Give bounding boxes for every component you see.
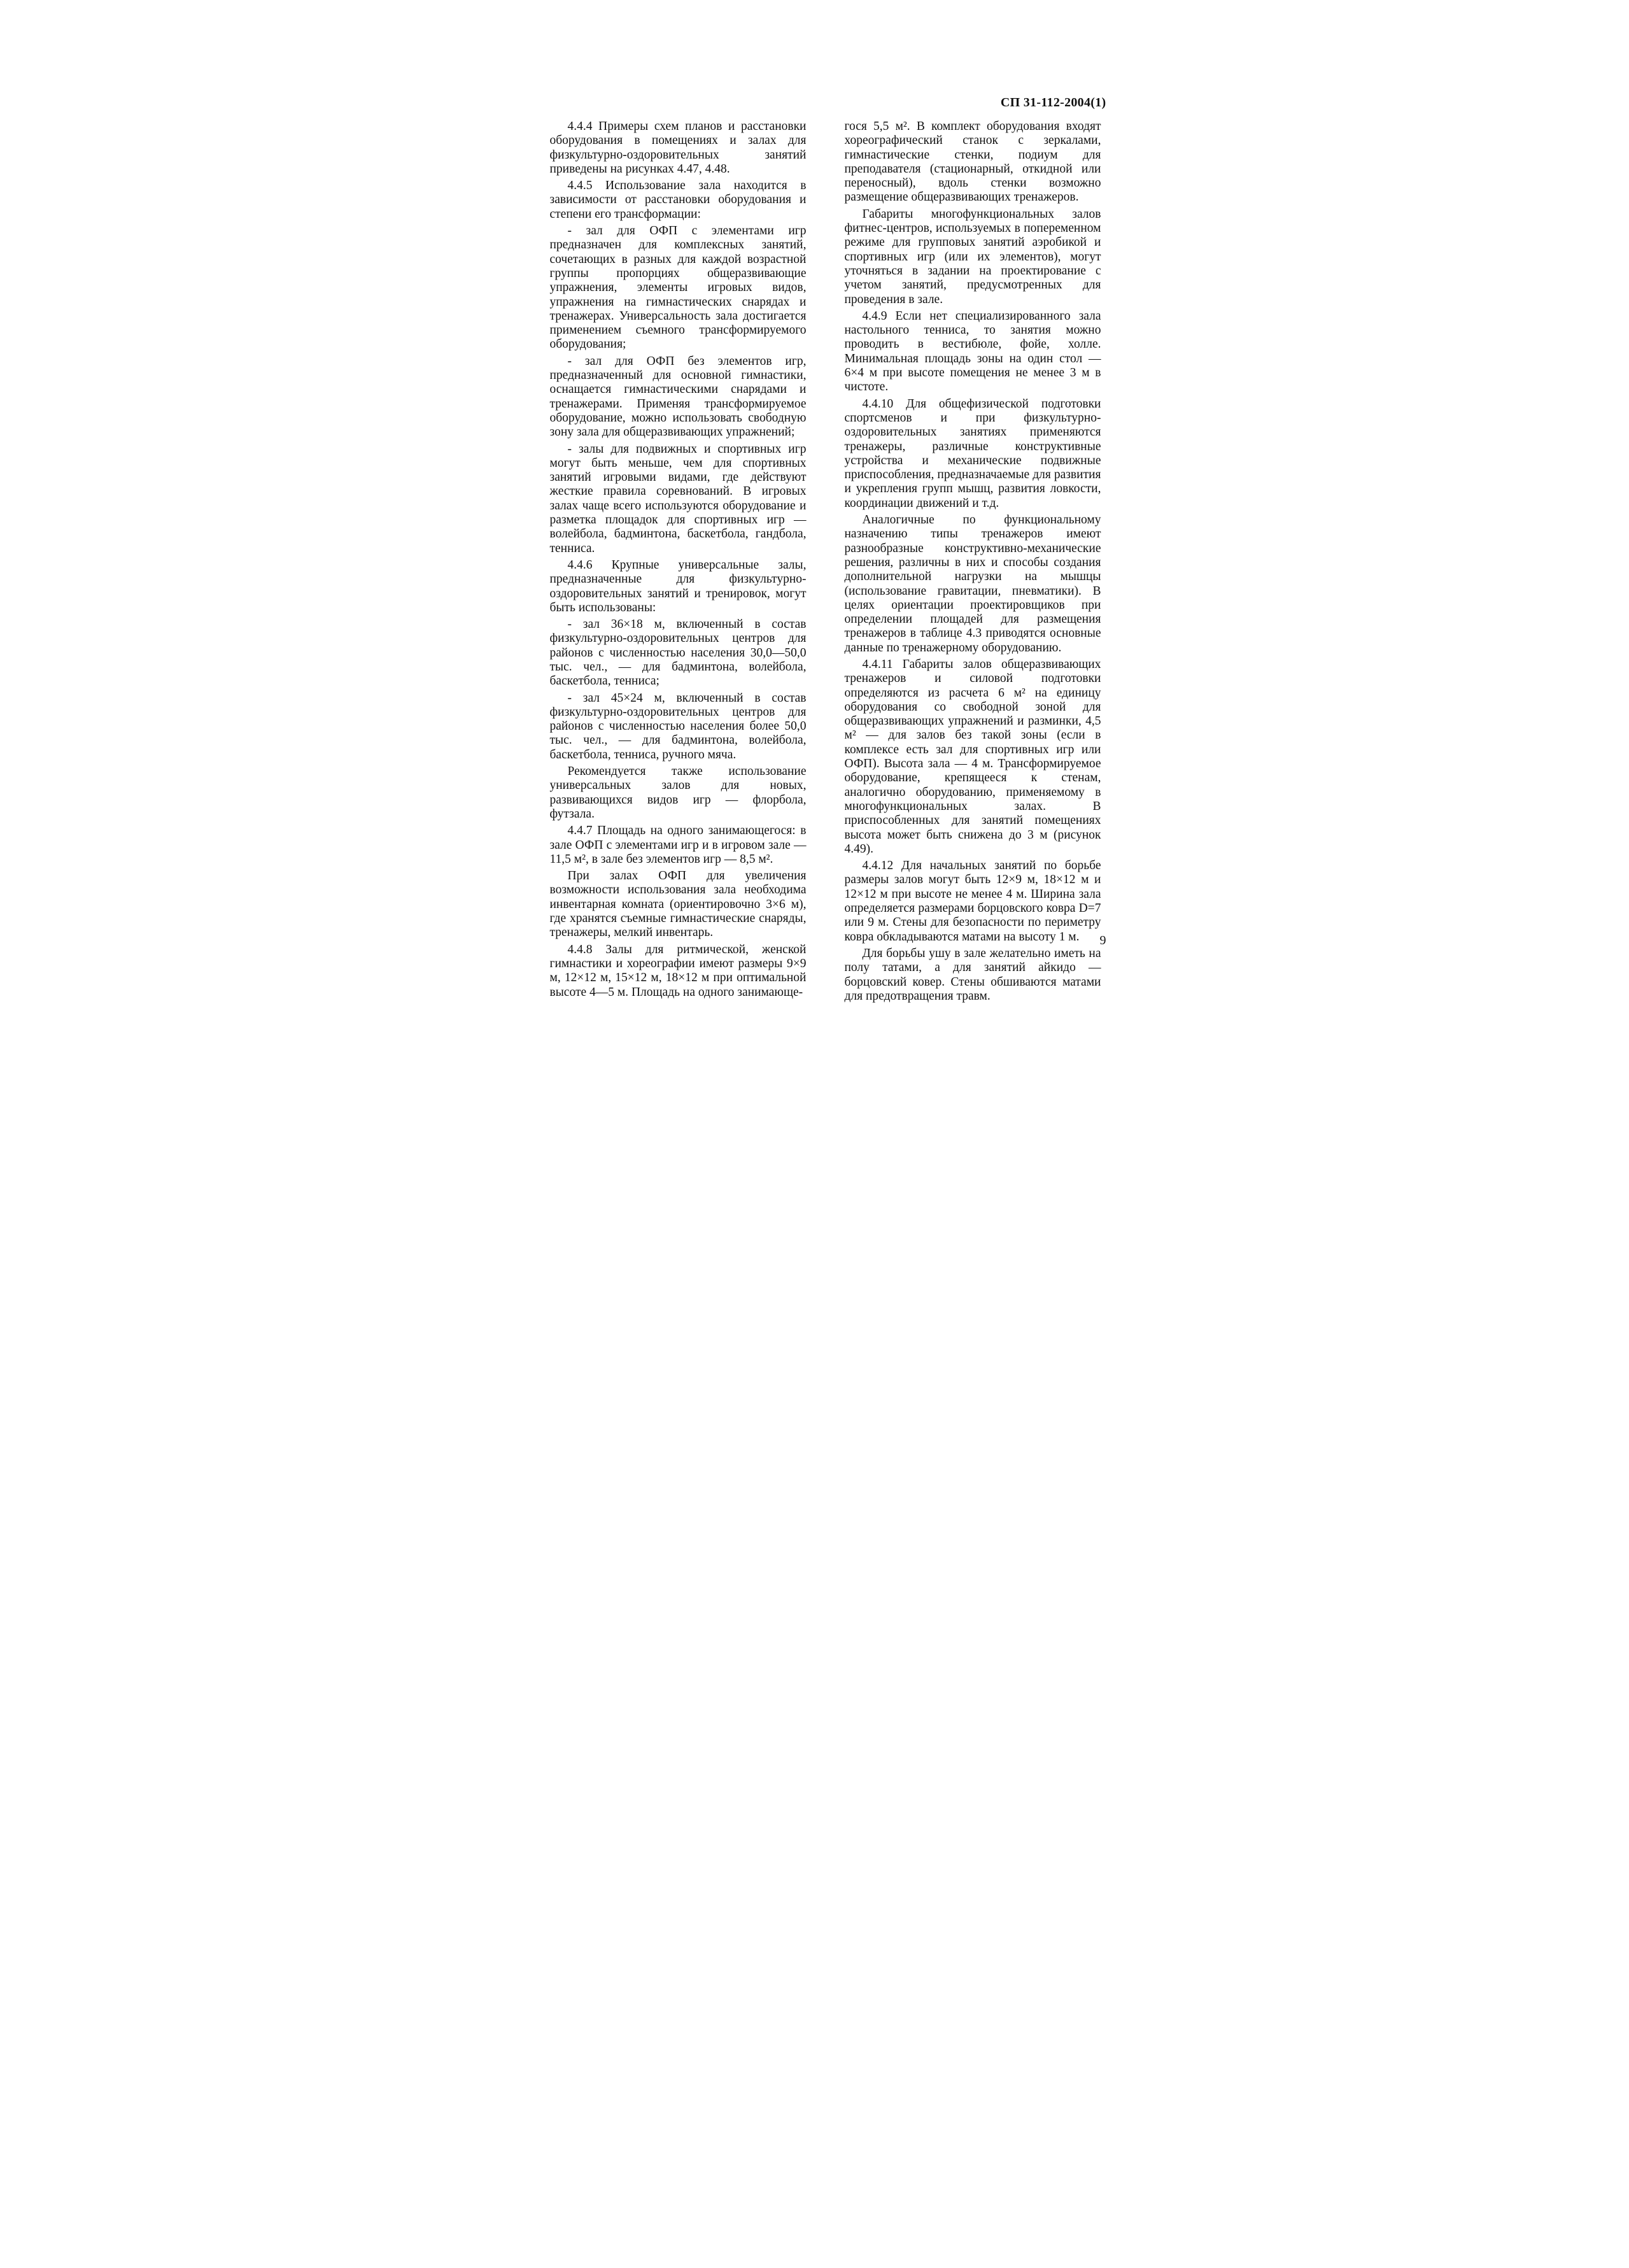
document-page — [449, 0, 1180, 1019]
list-item-hall-36x18: - зал 36×18 м, включенный в состав физкультурно-оздоровительных центров для районов с численностью населения 30,0—50,0 тыс. чел., — для бадминтона, волейбола, баскетбола, тенниса; — [549, 618, 807, 688]
paragraph-4-4-11: 4.4.11 Габариты залов общеразвивающих тренажеров и силовой подготовки определяются из расчета 6 м² на единицу оборудования со свободной зоной для общеразвивающих упражнений и разминки, 4,5 м² — для залов без такой зоны (если в комплексе есть зал для спортивных игр или ОФП). Высота зала — 4 м. Трансформируемое оборудование, крепящееся к стенам, аналогично оборудованию, применяемому в многофункциональных залах. В приспособленных для занятий помещениях высота может быть снижена до 3 м (рисунок 4.49). — [844, 657, 1101, 856]
paragraph-4-4-9: 4.4.9 Если нет специализированного зала настольного тенниса, то занятия можно проводить в вестибюле, фойе, холле. Минимальная площадь зоны на один стол — 6×4 м при высоте помещения не менее 3 м в чистоте. — [844, 309, 1101, 394]
paragraph-inventory-room: При залах ОФП для увеличения возможности использования зала необходима инвентарная комната (ориентировочно 3×6 м), где хранятся съемные гимнастические снаряды, тренажеры, мелкий инвентарь. — [549, 869, 807, 940]
document-code: СП 31-112-2004(1) — [1000, 96, 1106, 110]
paragraph-trainer-types: Аналогичные по функциональному назначению типы тренажеров имеют разнообразные конструктивно-механические решения, различны в них и способы создания дополнительной нагрузки на мышцы (использование гравитации, пневматики). В целях ориентации проектировщиков при определении площадей для размещения тренажеров в таблице 4.3 приводятся основные данные по тренажерному оборудованию. — [844, 513, 1101, 655]
list-item-hall-45x24: - зал 45×24 м, включенный в состав физкультурно-оздоровительных центров для районов с численностью населения более 50,0 тыс. чел., — для бадминтона, волейбола, баскетбола, тенниса, ручного мяча. — [549, 691, 807, 762]
right-column — [845, 120, 1101, 1006]
list-item-ofp-without-games: - зал для ОФП без элементов игр, предназначенный для основной гимнастики, оснащается гимнастическими снарядами и тренажерами. Применяя трансформируемое оборудование, можно использовать свободную зону зала для общеразвивающих упражнений; — [549, 354, 807, 439]
paragraph-4-4-8: 4.4.8 Залы для ритмической, женской гимнастики и хореографии имеют размеры 9×9 м, 12×12 м, 15×12 м, 18×12 м при оптимальной высоте 4—5 м. Площадь на одного занимающе- — [549, 942, 807, 999]
page-number: 9 — [1099, 933, 1106, 947]
paragraph-4-4-4: 4.4.4 Примеры схем планов и расстановки оборудования в помещениях и залах для физкультурно-оздоровительных занятий приведены на рисунках 4.47, 4.48. — [549, 120, 807, 176]
list-item-ofp-with-games: - зал для ОФП с элементами игр предназначен для комплексных занятий, сочетающих в разных для каждой возрастной группы пропорциях общеразвивающие упражнения, элементы игровых видов, упражнения на гимнастических снарядах и тренажерах. Универсальность зала достигается применением съемного трансформируемого оборудования; — [549, 224, 807, 351]
left-column — [550, 120, 807, 1002]
paragraph-4-4-8-continued: гося 5,5 м². В комплект оборудования входят хореографический станок с зеркалами, гимнастические стенки, подиум для преподавателя (стационарный, откидной или переносный), вдоль стенки возможно размещение общеразвивающих тренажеров. — [844, 120, 1101, 204]
paragraph-4-4-6: 4.4.6 Крупные универсальные залы, предназначенные для физкультурно-оздоровительных занятий и тренировок, могут быть использованы: — [549, 558, 807, 614]
paragraph-4-4-10: 4.4.10 Для общефизической подготовки спортсменов и при физкультурно-оздоровительных занятиях применяются тренажеры, различные конструктивные устройства и механические подвижные приспособления, предназначаемые для развития и укрепления групп мышц, развития ловкости, координации движений и т.д. — [844, 397, 1101, 510]
list-item-game-halls: - залы для подвижных и спортивных игр могут быть меньше, чем для спортивных занятий игровыми видами, где действуют жесткие правила соревнований. В игровых залах чаще всего используются оборудование и разметка площадок для спортивных игр — волейбола, бадминтона, баскетбола, гандбола, тенниса. — [549, 442, 807, 555]
paragraph-recommendation: Рекомендуется также использование универсальных залов для новых, развивающихся видов игр — флорбола, футзала. — [549, 765, 807, 821]
paragraph-4-4-5: 4.4.5 Использование зала находится в зависимости от расстановки оборудования и степени его трансформации: — [549, 179, 807, 221]
paragraph-fitness-halls: Габариты многофункциональных залов фитнес-центров, используемых в попеременном режиме для групповых занятий аэробикой и спортивных игр (или их элементов), могут уточняться в задании на проектирование с учетом занятий, предусмотренных для проведения в зале. — [844, 207, 1101, 306]
paragraph-wushu-aikido: Для борьбы ушу в зале желательно иметь на полу татами, а для занятий айкидо — борцовский ковер. Стены обшиваются матами для предотвращения травм. — [844, 946, 1101, 1003]
paragraph-4-4-12: 4.4.12 Для начальных занятий по борьбе размеры залов могут быть 12×9 м, 18×12 м и 12×12 м при высоте не менее 4 м. Ширина зала определяется размерами борцовского ковра D=7 или 9 м. Стены для безопасности по периметру ковра обкладываются матами на высоту 1 м. — [844, 859, 1101, 944]
paragraph-4-4-7: 4.4.7 Площадь на одного занимающегося: в зале ОФП с элементами игр и в игровом зале — 11,5 м², в зале без элементов игр — 8,5 м². — [549, 824, 807, 866]
